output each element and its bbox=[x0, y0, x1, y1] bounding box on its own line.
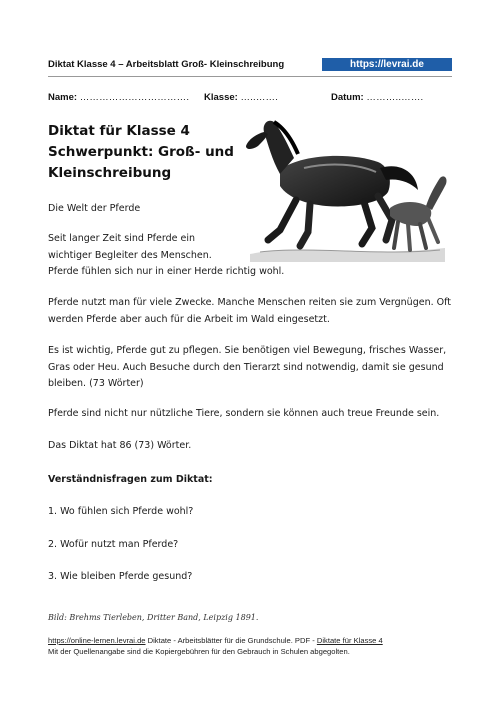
paragraph-3-line-2: Gras oder Heu. Auch Besuche durch den Tierarzt sind notwendig, damit sie gesund bbox=[48, 361, 444, 373]
paragraph-1 bbox=[48, 231, 284, 281]
paragraph-2 bbox=[48, 295, 451, 328]
paragraph-4: Pferde sind nicht nur nützliche Tiere, sondern sie können auch treue Freunde sein. bbox=[48, 408, 440, 419]
klasse-label: Klasse: bbox=[204, 92, 238, 103]
paragraph-2-line-1: Pferde nutzt man für viele Zwecke. Manche Menschen reiten sie zum Vergnügen. Oft bbox=[48, 297, 452, 308]
footer-link-diktate-klasse-4[interactable]: Diktate für Klasse 4 bbox=[316, 636, 383, 645]
footer-link-online-lernen[interactable]: https://online-lernen.levrai.de bbox=[48, 636, 146, 645]
datum-dots: ………..……. bbox=[366, 92, 424, 103]
title-line-2: Schwerpunkt: Groß- und bbox=[48, 144, 234, 160]
question-1: 1. Wo fühlen sich Pferde wohl? bbox=[48, 506, 194, 517]
paragraph-3-line-1: Es ist wichtig, Pferde gut zu pflegen. Sie benötigen viel Bewegung, frisches Wasser, bbox=[48, 345, 447, 356]
name-field bbox=[48, 92, 189, 103]
questions-heading: Verständnisfragen zum Diktat: bbox=[48, 474, 213, 485]
klasse-dots: …..……. bbox=[240, 92, 279, 103]
section-heading: Die Welt der Pferde bbox=[48, 203, 141, 214]
datum-label: Datum: bbox=[331, 92, 364, 103]
site-link[interactable]: https://levrai.de bbox=[322, 58, 452, 71]
datum-field bbox=[331, 92, 423, 103]
name-dots: ……………………………. bbox=[79, 92, 190, 103]
word-count: Das Diktat hat 86 (73) Wörter. bbox=[48, 440, 192, 451]
header-divider bbox=[48, 76, 452, 77]
title-line-3: Kleinschreibung bbox=[48, 165, 172, 181]
footer bbox=[48, 636, 468, 657]
name-label: Name: bbox=[48, 92, 78, 103]
paragraph-1-line-1: Seit langer Zeit sind Pferde ein bbox=[48, 233, 195, 244]
worksheet-header-title: Diktat Klasse 4 – Arbeitsblatt Groß- Kleinschreibung bbox=[48, 59, 285, 70]
image-credit: Bild: Brehms Tierleben, Dritter Band, Leipzig 1891. bbox=[48, 613, 259, 622]
footer-text: Diktate - Arbeitsblätter für die Grundschule. PDF - bbox=[145, 636, 317, 645]
title-line-1: Diktat für Klasse 4 bbox=[48, 123, 190, 139]
question-2: 2. Wofür nutzt man Pferde? bbox=[48, 539, 179, 550]
paragraph-3 bbox=[48, 343, 446, 393]
paragraph-3-line-3: bleiben. (73 Wörter) bbox=[48, 378, 144, 389]
footer-license-note: Mit der Quellenangabe sind die Kopiergebühren für den Gebrauch in Schulen abgegolten. bbox=[48, 646, 350, 656]
question-3: 3. Wie bleiben Pferde gesund? bbox=[48, 571, 193, 582]
paragraph-1-line-2: wichtiger Begleiter des Menschen. bbox=[48, 249, 212, 261]
paragraph-2-line-2: werden Pferde aber auch für die Arbeit im Wald eingesetzt. bbox=[48, 313, 330, 325]
klasse-field bbox=[204, 92, 278, 103]
paragraph-1-line-3: Pferde fühlen sich nur in einer Herde richtig wohl. bbox=[48, 266, 285, 277]
